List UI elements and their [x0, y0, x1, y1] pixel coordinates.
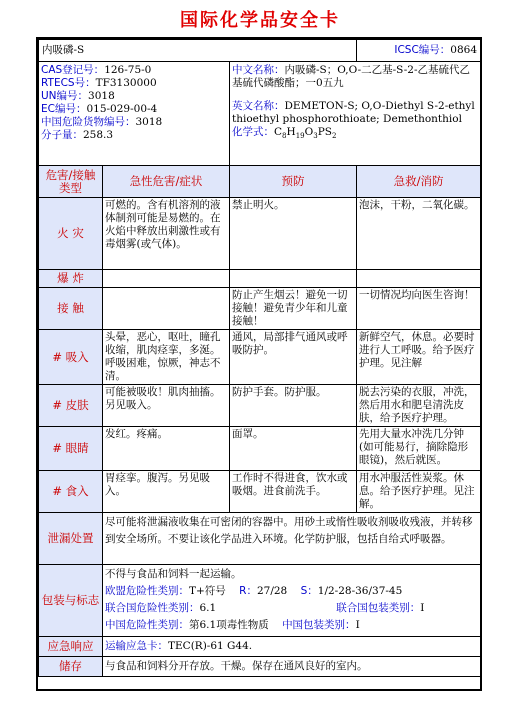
- row-explosion-hazard: [103, 270, 230, 288]
- storage-label: 储存: [39, 657, 103, 677]
- id-rtecs: RTECS号：TF3130000: [41, 77, 157, 89]
- row-contact-hazard: [103, 288, 230, 330]
- id-mw: 分子量：258.3: [41, 129, 114, 141]
- row-inhalation-aid: 新鲜空气，休息。必要时进行人工呼吸。给予医疗护理。见注解: [357, 330, 481, 385]
- row-contact-aid: 一切情况均向医生咨询！: [357, 288, 481, 330]
- table-row: [39, 427, 481, 471]
- spill-text: 尽可能将泄漏液收集在可密闭的容器中。用砂土或惰性吸收剂吸收残液，并转移到安全场所。不要让该化学品进入环境。化学防护服，包括自给式呼吸器。: [103, 513, 481, 565]
- storage-row: [39, 657, 481, 677]
- row-ingestion-aid: 用水冲服活性炭浆。休息。给予医疗护理。见注解。: [357, 471, 481, 513]
- id-cas: CAS登记号：126-75-0: [41, 64, 152, 76]
- row-eyes-aid: 先用大量水冲洗几分钟(如可能易行，摘除隐形眼镜)，然后就医。: [357, 427, 481, 471]
- packaging-un: 联合国危险性类别：6.1 联合国包装类别：I: [105, 602, 425, 614]
- chinese-name: 中文名称：内吸磷-S；O,O-二乙基-S-2-乙基硫代乙基硫代磷酸酯；一0五九: [232, 64, 471, 89]
- spill-label: 泄漏处置: [39, 513, 103, 565]
- packaging-row: [39, 565, 481, 637]
- packaging-label: 包装与标志: [39, 565, 103, 637]
- spill-row: [39, 513, 481, 565]
- row-eyes-hazard: 发红。疼痛。: [103, 427, 230, 471]
- row-explosion-label: 爆 炸: [39, 270, 103, 288]
- formula: 化学式：$C_8H_{19}O_3PS_2$: [232, 126, 337, 141]
- id-ec: EC编号：015-029-00-4: [41, 103, 158, 115]
- row-inhalation-label: # 吸入: [39, 330, 103, 385]
- table-row: [39, 330, 481, 385]
- header-type: 危害/接触类型: [39, 166, 103, 198]
- packaging-content: [103, 565, 481, 637]
- emergency-row: [39, 637, 481, 657]
- row-inhalation-hazard: 头晕，恶心，呕吐，瞳孔收缩，肌肉痉挛，多涎。呼吸困难，惊厥，神志不清。: [103, 330, 230, 385]
- packaging-eu: 欧盟危险性类别：T+符号 R：27/28 S：1/2-28-36/37-45: [105, 585, 403, 597]
- header-prevention: 预防: [230, 166, 357, 198]
- row-skin-aid: 脱去污染的衣服，冲洗，然后用水和肥皂清洗皮肤，给予医疗护理。: [357, 385, 481, 427]
- row-ingestion-prevention: 工作时不得进食，饮水或吸烟。进食前洗手。: [230, 471, 357, 513]
- row-fire-label: 火 灾: [39, 198, 103, 270]
- row-ingestion-label: # 食入: [39, 471, 103, 513]
- table-row: [39, 270, 481, 288]
- emergency-content: 运输应急卡：TEC(R)-61 G44.: [103, 637, 481, 657]
- table-row: [39, 385, 481, 427]
- row-contact-label: 接 触: [39, 288, 103, 330]
- icsc-cell: [357, 40, 481, 62]
- table-row: [39, 288, 481, 330]
- row-explosion-aid: [357, 270, 481, 288]
- card-title: 国际化学品安全卡: [180, 10, 340, 31]
- storage-text: 与食品和饲料分开存放。干燥。保存在通风良好的室内。: [103, 657, 481, 677]
- table-row: [39, 471, 481, 513]
- chemical-name-cell: [39, 40, 357, 62]
- packaging-line1: 不得与食品和饲料一起运输。: [105, 568, 242, 580]
- safety-card: [36, 37, 482, 691]
- identifiers-cell: [39, 62, 230, 166]
- table-header-row: [39, 166, 481, 198]
- chemical-name: 内吸磷-S: [42, 44, 85, 56]
- id-china: 中国危险货物编号：3018: [41, 116, 163, 128]
- emergency-label: 应急响应: [39, 637, 103, 657]
- row-explosion-prevention: [230, 270, 357, 288]
- packaging-cn: 中国危险性类别：第6.1项毒性物质 中国包装类别：I: [105, 619, 360, 631]
- icsc-label: ICSC编号：: [394, 44, 451, 56]
- header-hazard: 急性危害/症状: [103, 166, 230, 198]
- row-skin-prevention: 防护手套。防护服。: [230, 385, 357, 427]
- row-ingestion-hazard: 胃痉挛。腹泻。另见吸入。: [103, 471, 230, 513]
- row-contact-prevention: 防止产生烟云！避免一切接触！避免青少年和儿童接触！: [230, 288, 357, 330]
- table-row: [39, 198, 481, 270]
- names-cell: [230, 62, 481, 166]
- icsc-value: 0864: [450, 44, 478, 56]
- row-inhalation-prevention: 通风，局部排气通风或呼吸防护。: [230, 330, 357, 385]
- row-skin-hazard: 可能被吸收！肌肉抽搐。另见吸入。: [103, 385, 230, 427]
- row-eyes-label: # 眼睛: [39, 427, 103, 471]
- row-fire-prevention: 禁止明火。: [230, 198, 357, 270]
- header-first-aid: 急救/消防: [357, 166, 481, 198]
- row-fire-aid: 泡沫，干粉，二氧化碳。: [357, 198, 481, 270]
- english-name: 英文名称：DEMETON-S; O,O-Diethyl S-2-ethylthioethyl phosphorothioate; Demethonthiol: [232, 100, 475, 125]
- row-eyes-prevention: 面罩。: [230, 427, 357, 471]
- card-table: [38, 39, 481, 677]
- row-skin-label: # 皮肤: [39, 385, 103, 427]
- row-fire-hazard: 可燃的。含有机溶剂的液体制剂可能是易燃的。在火焰中释放出刺激性或有毒烟雾(或气体)。: [103, 198, 230, 270]
- id-un: UN编号：3018: [41, 90, 115, 102]
